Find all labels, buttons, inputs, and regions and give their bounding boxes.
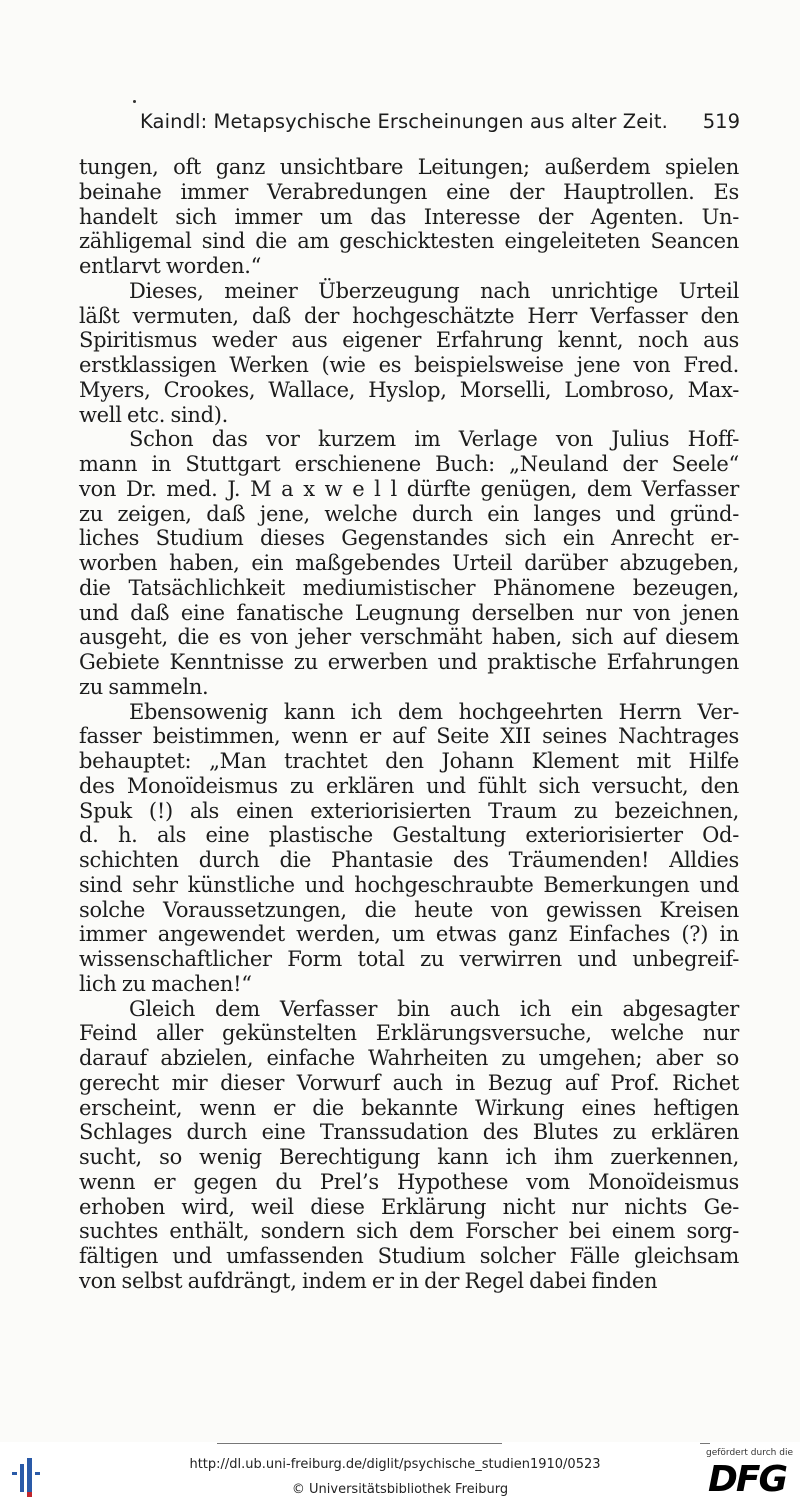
text-line: gerecht mir dieser Vorwurf auch in Bezug auf Prof. Richet [79, 1070, 739, 1095]
text-line: von Dr. med. J. M a x w e l l dürfte genügen, dem Verfasser [79, 476, 739, 501]
text-line: immer angewendet werden, um etwas ganz Einfaches (?) in [79, 922, 739, 947]
running-header [140, 110, 740, 142]
text-line: Myers, Crookes, Wallace, Hyslop, Morselli, Lombroso, Max- [79, 377, 739, 402]
text-line: Gebiete Kenntnisse zu erwerben und praktische Erfahrungen [79, 650, 739, 674]
document-url[interactable]: http://dl.ub.uni-freiburg.de/diglit/psychische_studien1910/0523 [189, 1457, 601, 1472]
viewer-footer [0, 1444, 800, 1504]
text-line: zu sammeln. [79, 674, 209, 699]
text-line: Dieses, meiner Überzeugung nach unrichtige Urteil [129, 278, 739, 303]
text-line: die Tatsächlichkeit mediumistischer Phänomene bezeugen, [79, 575, 739, 600]
text-line: d. h. als eine plastische Gestaltung exteriorisierter Od- [79, 823, 739, 848]
text-line: Spuk (!) als einen exteriorisierten Traum zu bezeichnen, [79, 798, 739, 823]
text-line: Spiritismus weder aus eigener Erfahrung kennt, noch aus [79, 328, 739, 353]
text-line: darauf abzielen, einfache Wahrheiten zu umgehen; aber so [79, 1046, 739, 1070]
dfg-caption: gefördert durch die [706, 1448, 793, 1458]
dfg-wordmark: DFG [708, 1459, 787, 1500]
text-line: wissenschaftlicher Form total zu verwirren und unbegreif- [79, 947, 739, 971]
text-line: fasser beistimmen, wenn er auf Seite XII seines Nachtrages [79, 724, 739, 749]
text-line: tungen, oft ganz unsichtbare Leitungen; außerdem spielen [79, 155, 739, 179]
text-line: erstklassigen Werken (wie es beispielsweise jene von Fred. [79, 353, 739, 377]
text-line: handelt sich immer um das Interesse der Agenten. Un- [79, 204, 739, 229]
text-line: solche Voraussetzungen, die heute von gewissen Kreisen [79, 897, 739, 922]
text-line: ausgeht, die es von jeher verschmäht haben, sich auf diesem [79, 625, 739, 650]
page-number: 519 [702, 110, 740, 133]
text-line: suchtes enthält, sondern sich dem Forscher bei einem sorg- [79, 1219, 739, 1244]
text-line: erhoben wird, weil diese Erklärung nicht nur nichts Ge- [79, 1194, 739, 1219]
text-line: erscheint, wenn er die bekannte Wirkung eines heftigen [79, 1095, 739, 1120]
ink-speck [133, 100, 136, 103]
text-line: schichten durch die Phantasie des Träumenden! Alldies [79, 848, 739, 872]
text-line: Gleich dem Verfasser bin auch ich ein abgesagter [129, 996, 739, 1021]
text-line: entlarvt worden.“ [79, 254, 262, 278]
text-line: läßt vermuten, daß der hochgeschätzte Herr Verfasser den [79, 303, 739, 328]
text-line: des Monoïdeismus zu erklären und fühlt sich versucht, den [79, 773, 739, 798]
body-text [79, 155, 739, 1294]
text-line: lich zu machen!“ [79, 971, 252, 996]
text-line: behauptet: „Man trachtet den Johann Klement mit Hilfe [79, 749, 739, 773]
text-line: Feind aller gekünstelten Erklärungsversuche, welche nur [79, 1021, 739, 1046]
header-title: Kaindl: Metapsychische Erscheinungen aus alter Zeit. [140, 110, 668, 133]
text-line: mann in Stuttgart erschienene Buch: „Neuland der Seele“ [79, 452, 739, 476]
text-line: sind sehr künstliche und hochgeschraubte Bemerkungen und [79, 872, 739, 897]
text-line: beinahe immer Verabredungen eine der Hauptrollen. Es [79, 179, 739, 204]
text-line: worben haben, ein maßgebendes Urteil darüber abzugeben, [79, 551, 739, 575]
text-line: zähligemal sind die am geschicktesten eingeleiteten Seancen [79, 229, 739, 254]
text-line: liches Studium dieses Gegenstandes sich ein Anrecht er- [79, 526, 739, 551]
text-line: und daß eine fanatische Leugnung derselben nur von jenen [79, 600, 739, 625]
text-line: sucht, so wenig Berechtigung kann ich ihm zuerkennen, [79, 1145, 739, 1169]
text-line: wenn er gegen du Prel’s Hypothese vom Monoïdeismus [79, 1169, 739, 1194]
text-line: Schlages durch eine Transsudation des Blutes zu erklären [79, 1120, 739, 1145]
text-line: fältigen und umfassenden Studium solcher Fälle gleichsam [79, 1244, 739, 1268]
text-line: Ebensowenig kann ich dem hochgeehrten Herrn Ver- [129, 699, 739, 724]
text-line: well etc. sind). [79, 402, 229, 427]
text-line: von selbst aufdrängt, indem er in der Regel dabei finden [79, 1268, 658, 1293]
text-line: zu zeigen, daß jene, welche durch ein langes und gründ- [79, 501, 739, 526]
dfg-logo [706, 1448, 794, 1502]
copyright-notice: © Universitätsbibliothek Freiburg [291, 1482, 509, 1497]
text-line: Schon das vor kurzem im Verlage von Julius Hoff- [129, 427, 739, 452]
